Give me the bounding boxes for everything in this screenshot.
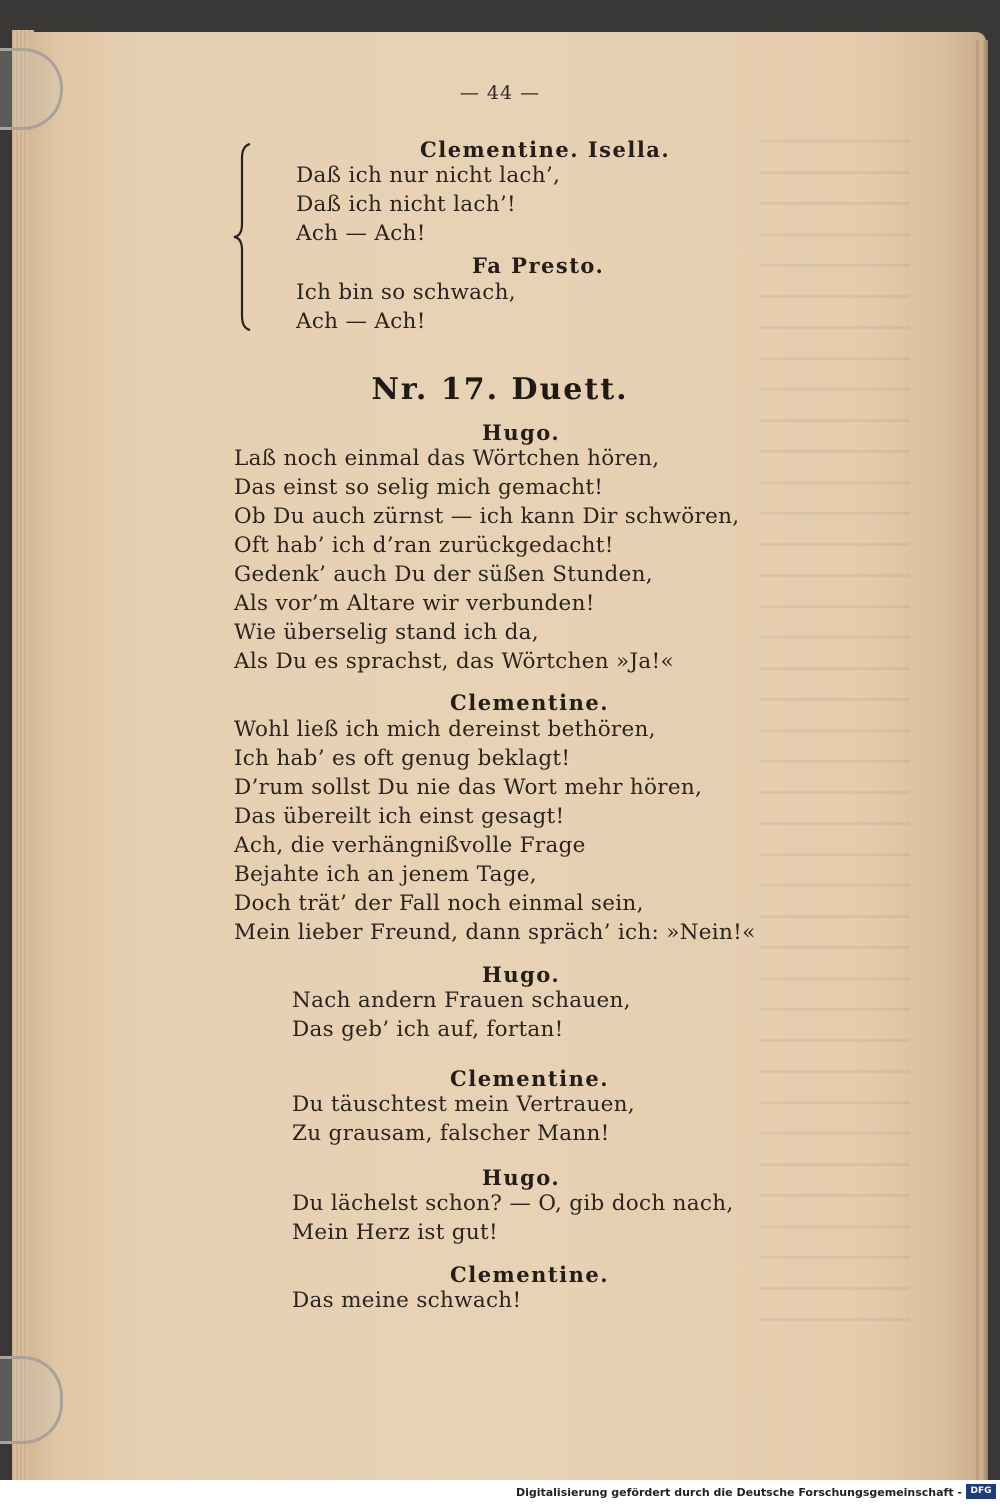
verse-line: Ich bin so schwach, [296, 280, 516, 305]
speaker-label: Hugo. [482, 962, 561, 987]
verse-line: Ach — Ach! [296, 309, 426, 334]
verse-line: Wie überselig stand ich da, [234, 620, 539, 645]
speaker-label: Clementine. Isella. [420, 137, 671, 162]
verse-line: Ach — Ach! [296, 221, 426, 246]
dfg-logo: DFG [966, 1484, 996, 1499]
verse-line: Das geb’ ich auf, fortan! [292, 1017, 564, 1042]
verse-line: Wohl ließ ich mich dereinst bethören, [234, 717, 656, 742]
verse-line: Gedenk’ auch Du der süßen Stunden, [234, 562, 653, 587]
verse-line: Ob Du auch zürnst — ich kann Dir schwören, [234, 504, 740, 529]
verse-line: Doch trät’ der Fall noch einmal sein, [234, 891, 644, 916]
speaker-label: Clementine. [450, 1262, 610, 1287]
book-spine-edge [976, 40, 988, 1480]
verse-line: Das einst so selig mich gemacht! [234, 475, 604, 500]
verse-line: Mein lieber Freund, dann spräch’ ich: »Nein!« [234, 920, 756, 945]
verse-line: Das meine schwach! [292, 1288, 522, 1313]
verse-line: Mein Herz ist gut! [292, 1220, 498, 1245]
verse-line: Du täuschtest mein Vertrauen, [292, 1092, 635, 1117]
speaker-label: Hugo. [482, 420, 561, 445]
verse-line: Ach, die verhängnißvolle Frage [234, 833, 586, 858]
speaker-label: Clementine. [450, 690, 610, 715]
verse-line: Oft hab’ ich d’ran zurückgedacht! [234, 533, 614, 558]
verse-line: Das übereilt ich einst gesagt! [234, 804, 565, 829]
brace-bracket [226, 142, 256, 332]
section-title: Nr. 17. Duett. [371, 372, 629, 407]
verse-line: Daß ich nur nicht lach’, [296, 163, 561, 188]
verse-line: Zu grausam, falscher Mann! [292, 1121, 610, 1146]
verse-line: Ich hab’ es oft genug beklagt! [234, 746, 571, 771]
verse-line: Laß noch einmal das Wörtchen hören, [234, 446, 660, 471]
speaker-label: Hugo. [482, 1165, 561, 1190]
show-through-bleed [760, 140, 910, 1340]
funding-credit: Digitalisierung gefördert durch die Deutsche Forschungsgemeinschaft - [515, 1486, 962, 1499]
footer-bar [0, 1480, 1000, 1505]
verse-line: Als Du es sprachst, das Wörtchen »Ja!« [234, 649, 674, 674]
page-number: — 44 — [459, 82, 541, 104]
verse-line: Du lächelst schon? — O, gib doch nach, [292, 1191, 734, 1216]
verse-line: Als vor’m Altare wir verbunden! [234, 591, 595, 616]
speaker-label: Fa Presto. [472, 253, 605, 278]
speaker-label: Clementine. [450, 1066, 610, 1091]
verse-line: Nach andern Frauen schauen, [292, 988, 631, 1013]
verse-line: Bejahte ich an jenem Tage, [234, 862, 537, 887]
verse-line: D’rum sollst Du nie das Wort mehr hören, [234, 775, 703, 800]
verse-line: Daß ich nicht lach’! [296, 192, 516, 217]
